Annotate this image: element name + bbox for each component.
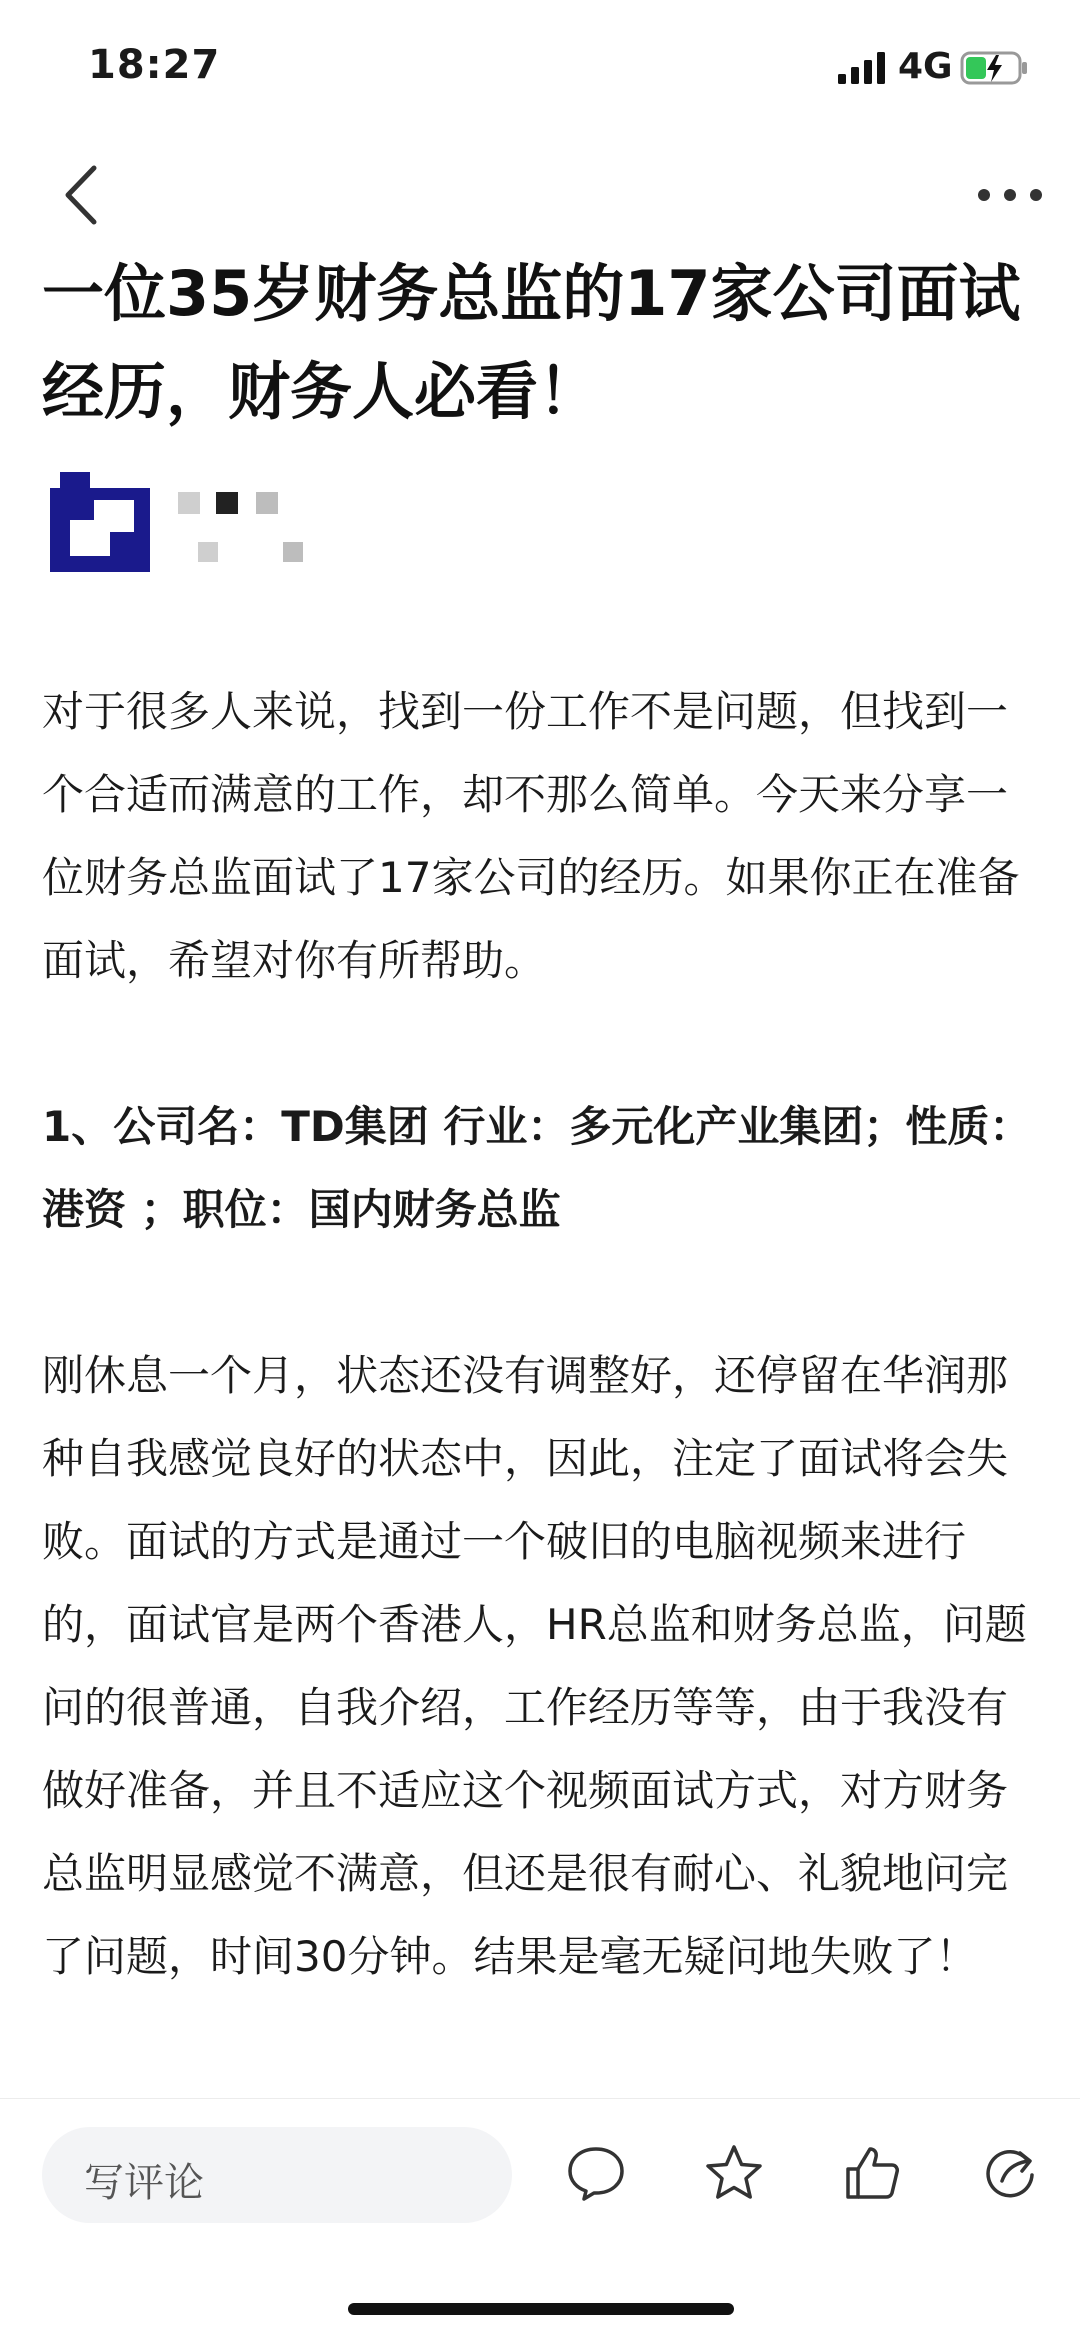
chevron-left-icon [50, 150, 120, 240]
thumbs-up-icon[interactable] [840, 2141, 904, 2205]
nav-bar [0, 140, 1080, 250]
paragraph-gap [42, 1002, 1042, 1085]
share-icon[interactable] [978, 2141, 1042, 2205]
article-body [42, 670, 1042, 1998]
battery-icon [960, 48, 1030, 88]
more-button[interactable] [970, 170, 1050, 220]
signal-icon [838, 52, 888, 84]
paragraph-gap [42, 1251, 1042, 1334]
intro-paragraph: 对于很多人来说，找到一份工作不是问题，但找到一个合适而满意的工作，却不那么简单。今天来分享一位财务总监面试了17家公司的经历。如果你正在准备面试，希望对你有所帮助。 [42, 687, 1020, 985]
comment-input[interactable] [42, 2127, 512, 2223]
more-dots-icon [970, 170, 1050, 220]
body-paragraph: 刚休息一个月，状态还没有调整好，还停留在华润那种自我感觉良好的状态中，因此，注定了面试将会失败。面试的方式是通过一个破旧的电脑视频来进行的，面试官是两个香港人，HR总监和财务总监，问题问的很普通，自我介绍，工作经历等等，由于我没有做好准备，并且不适应这个视频面试方式，对方财务总监明显感觉不满意，但还是很有耐心、礼貌地问完了问题，时间30分钟。结果是毫无疑问地失败了！ [42, 1351, 1027, 1981]
star-icon[interactable] [702, 2141, 766, 2205]
network-type: 4G [898, 46, 953, 87]
home-indicator[interactable] [348, 2303, 734, 2315]
comment-placeholder: 写评论 [84, 2160, 204, 2206]
comment-icon[interactable] [564, 2141, 628, 2205]
status-time: 18:27 [88, 42, 221, 88]
author-name-pixelated [178, 492, 378, 572]
avatar-icon[interactable] [50, 472, 150, 572]
status-bar [0, 0, 1080, 130]
bottom-action-bar [0, 2098, 1080, 2338]
section-heading: 1、公司名：TD集团 行业：多元化产业集团；性质：港资 ；职位：国内财务总监 [42, 1102, 1032, 1234]
author-row[interactable] [50, 472, 450, 582]
article-title: 一位35岁财务总监的17家公司面试经历，财务人必看！ [42, 257, 1021, 428]
back-button[interactable] [50, 150, 120, 240]
